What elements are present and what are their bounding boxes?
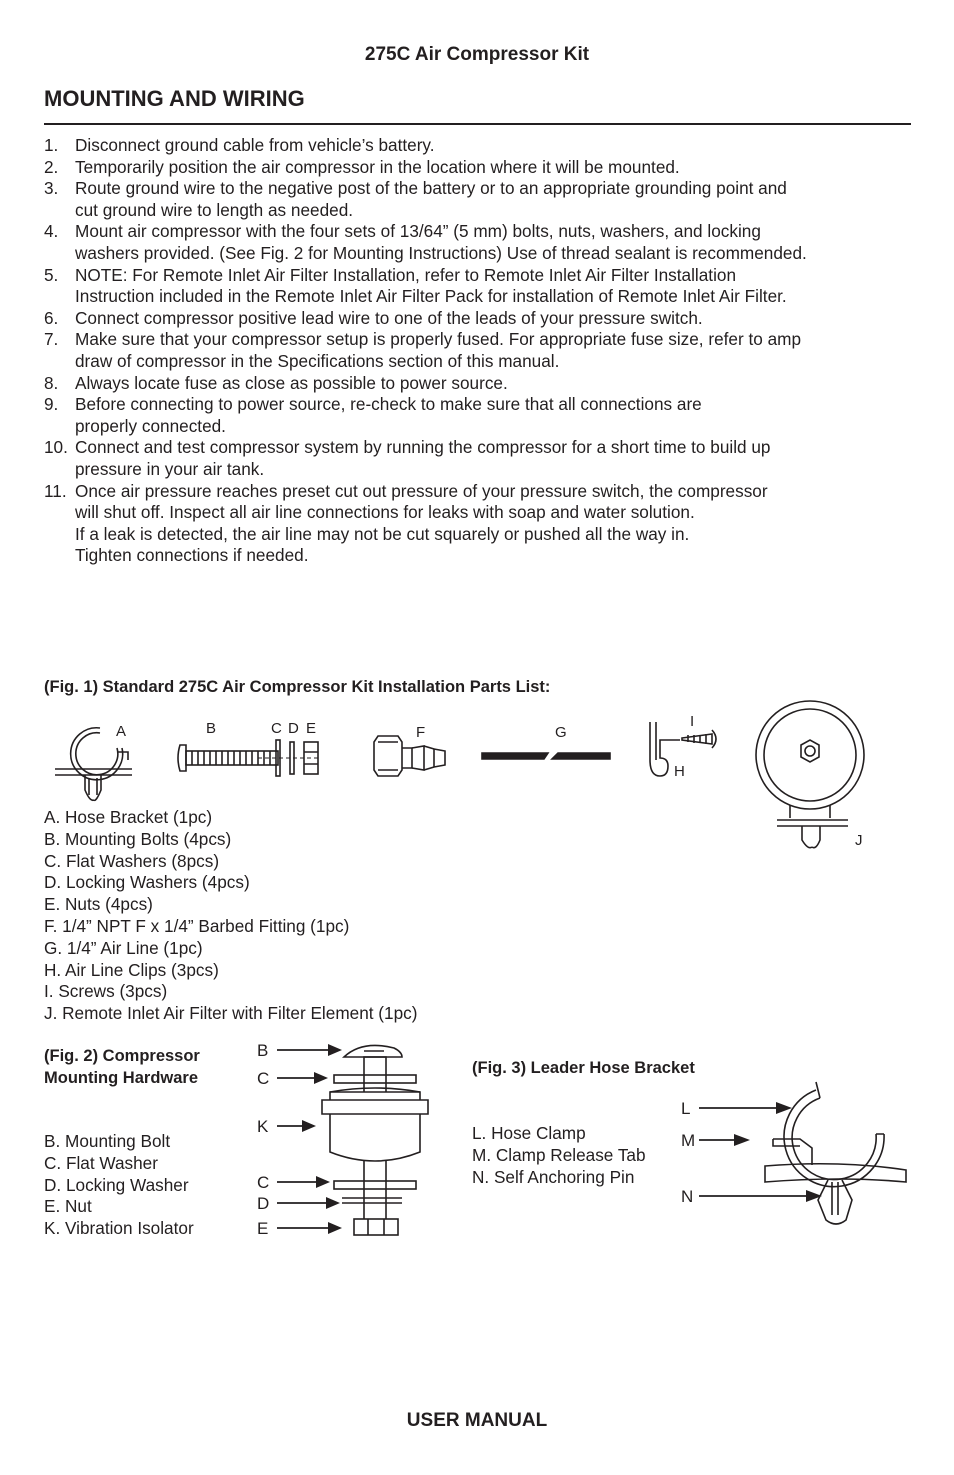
label-f: F [416, 724, 426, 741]
document-title: 275C Air Compressor Kit [364, 44, 590, 65]
step-item: 8. Always locate fuse as close as possible to power source. [44, 372, 508, 393]
list-item: D. Locking Washer [44, 1174, 189, 1195]
list-item: E. Nuts (4pcs) [44, 894, 153, 915]
label-d: D [288, 720, 299, 737]
list-item: C. Flat Washer [44, 1152, 158, 1173]
list-item: B. Mounting Bolt [44, 1131, 171, 1151]
step-item: 7. Make sure that your compressor setup is properly fused. For appropriate fuse size, refer to amp draw of compressor in the Specifications section of this manual. [44, 329, 802, 371]
list-item: D. Locking Washers (4pcs) [44, 872, 250, 893]
callout-b: B [257, 1041, 269, 1060]
list-item: F. 1/4” NPT F x 1/4” Barbed Fitting (1pc) [44, 915, 350, 936]
list-item: M. Clamp Release Tab [472, 1144, 646, 1165]
callout-m: M [681, 1131, 696, 1150]
step-item: 6. Connect compressor positive lead wire to one of the leads of your pressure switch. [44, 307, 703, 328]
callout-n: N [681, 1187, 694, 1206]
fig2-title: (Fig. 2) Compressor Mounting Hardware [44, 1047, 200, 1087]
label-c: C [271, 720, 282, 737]
step-item: 3. Route ground wire to the negative post of the battery or to an appropriate grounding point and cut ground wire to length as needed. [44, 178, 787, 220]
footer-label: USER MANUAL [406, 1410, 548, 1431]
list-item: C. Flat Washers (8pcs) [44, 850, 220, 871]
callout-c-lower: C [257, 1173, 270, 1192]
callout-l: L [681, 1099, 691, 1118]
section-title: MOUNTING AND WIRING [44, 86, 305, 111]
list-item: H. Air Line Clips (3pcs) [44, 959, 219, 980]
list-item: J. Remote Inlet Air Filter with Filter Element (1pc) [44, 1003, 418, 1024]
callout-c: C [257, 1069, 270, 1088]
list-item: E. Nut [44, 1196, 92, 1217]
callout-d: D [257, 1194, 270, 1213]
label-h: H [674, 763, 685, 780]
label-e: E [306, 720, 317, 737]
label-b: B [206, 720, 217, 737]
callout-k: K [257, 1117, 269, 1136]
label-j: J [855, 832, 863, 849]
label-a: A [116, 723, 127, 740]
fig1-title: (Fig. 1) Standard 275C Air Compressor Kit Installation Parts List: [44, 678, 551, 696]
label-g: G [555, 724, 567, 741]
list-item: N. Self Anchoring Pin [472, 1166, 635, 1187]
label-i: I [690, 713, 695, 730]
list-item: G. 1/4” Air Line (1pc) [44, 937, 203, 958]
step-item: 4. Mount air compressor with the four sets of 13/64” (5 mm) bolts, nuts, washers, and locking washers provided. (See Fig. 2 for Mounting Instructions) Use of thread sealant is recommended. [44, 221, 807, 263]
callout-e: E [257, 1219, 269, 1238]
step-item: 11. Once air pressure reaches preset cut out pressure of your pressure switch, the compressor will shut off. Inspect all air line connections for leaks with soap and water solution. If a leak is detected, the air line may not be cut squarely or pushed all the way in. Tighten connections if needed. [44, 480, 768, 566]
list-item: K. Vibration Isolator [44, 1218, 194, 1239]
list-item: B. Mounting Bolts (4pcs) [44, 828, 232, 849]
step-item: 1. Disconnect ground cable from vehicle’s battery. [44, 135, 435, 155]
step-item: 9. Before connecting to power source, re-check to make sure that all connections are properly connected. [44, 394, 702, 436]
fig3-title: (Fig. 3) Leader Hose Bracket [472, 1059, 695, 1077]
list-item: A. Hose Bracket (1pc) [44, 807, 213, 827]
list-item: I. Screws (3pcs) [44, 981, 168, 1002]
step-item: 5. NOTE: For Remote Inlet Air Filter Installation, refer to Remote Inlet Air Filter Installation Instruction included in the Remote Inlet Air Filter Pack for installation of Remote Inlet Air Filter. [44, 264, 787, 307]
list-item: L. Hose Clamp [472, 1123, 586, 1143]
step-item: 10. Connect and test compressor system by running the compressor for a short time to build up pressure in your air tank. [44, 437, 771, 479]
step-item: 2. Temporarily position the air compressor in the location where it will be mounted. [44, 156, 680, 177]
